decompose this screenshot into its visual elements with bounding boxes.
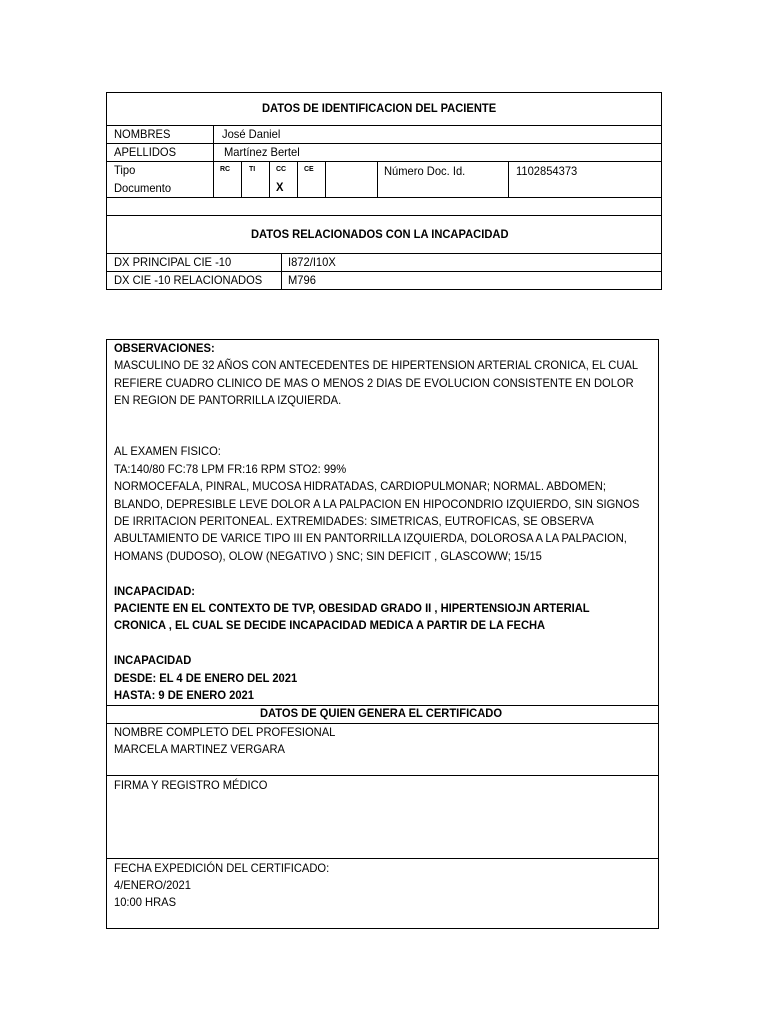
incapacity-line: CRONICA , EL CUAL SE DECIDE INCAPACIDAD MEDICA A PARTIR DE LA FECHA bbox=[114, 618, 546, 632]
incapacity-section-title: DATOS RELACIONADOS CON LA INCAPACIDAD bbox=[251, 227, 509, 241]
observation-line: EN REGION DE PANTORRILLA IZQUIERDA. bbox=[114, 393, 342, 407]
dx-principal-value: I872/I10X bbox=[288, 255, 336, 269]
exam-heading: AL EXAMEN FISICO: bbox=[114, 444, 221, 458]
doc-type-rc: RC bbox=[220, 166, 231, 173]
divider bbox=[281, 253, 282, 289]
divider bbox=[241, 161, 242, 197]
divider bbox=[106, 215, 661, 216]
period-from: DESDE: EL 4 DE ENERO DEL 2021 bbox=[114, 671, 298, 685]
divider bbox=[508, 161, 509, 197]
dx-related-label: DX CIE -10 RELACIONADOS bbox=[114, 273, 263, 287]
professional-name-value: MARCELA MARTINEZ VERGARA bbox=[114, 742, 285, 756]
nombres-label: NOMBRES bbox=[114, 127, 171, 141]
period-heading: INCAPACIDAD bbox=[114, 653, 192, 667]
tipo-label: Tipo bbox=[114, 163, 136, 177]
dx-related-value: M796 bbox=[288, 273, 316, 287]
divider bbox=[106, 125, 661, 126]
apellidos-label: APELLIDOS bbox=[114, 145, 177, 159]
period-to: HASTA: 9 DE ENERO 2021 bbox=[114, 688, 254, 702]
exam-line: HOMANS (DUDOSO), OLOW (NEGATIVO ) SNC; SIN DEFICIT , GLASCOWW; 15/15 bbox=[114, 549, 542, 563]
observations-heading: OBSERVACIONES: bbox=[114, 341, 215, 355]
apellidos-value: Martínez Bertel bbox=[224, 145, 300, 159]
divider bbox=[106, 197, 661, 198]
divider bbox=[377, 161, 378, 197]
patient-section-title: DATOS DE IDENTIFICACION DEL PACIENTE bbox=[262, 101, 497, 115]
exam-line: TA:140/80 FC:78 LPM FR:16 RPM STO2: 99% bbox=[114, 462, 347, 476]
observations-table bbox=[106, 339, 659, 929]
signature-label: FIRMA Y REGISTRO MÉDICO bbox=[114, 778, 268, 792]
observation-line: MASCULINO DE 32 AÑOS CON ANTECEDENTES DE HIPERTENSION ARTERIAL CRONICA, EL CUAL bbox=[114, 358, 639, 372]
divider bbox=[106, 143, 661, 144]
incapacity-line: PACIENTE EN EL CONTEXTO DE TVP, OBESIDAD GRADO II , HIPERTENSIOJN ARTERIAL bbox=[114, 601, 590, 615]
professional-name-label: NOMBRE COMPLETO DEL PROFESIONAL bbox=[114, 725, 336, 739]
doc-type-cc: CC bbox=[276, 166, 287, 173]
divider bbox=[269, 161, 270, 197]
divider bbox=[297, 161, 298, 197]
issue-date-value: 4/ENERO/2021 bbox=[114, 878, 191, 892]
issue-date-label: FECHA EXPEDICIÓN DEL CERTIFICADO: bbox=[114, 861, 330, 875]
divider bbox=[325, 161, 326, 197]
exam-line: NORMOCEFALA, PINRAL, MUCOSA HIDRATADAS, CARDIOPULMONAR; NORMAL. ABDOMEN; bbox=[114, 479, 606, 493]
divider bbox=[106, 858, 658, 859]
exam-line: BLANDO, DEPRESIBLE LEVE DOLOR A LA PALPACION EN HIPOCONDRIO IZQUIERDO, SIN SIGNOS bbox=[114, 497, 640, 511]
exam-line: ABULTAMIENTO DE VARICE TIPO III EN PANTORRILLA IZQUIERDA, DOLOROSA A LA PALPACION, bbox=[114, 531, 627, 545]
dx-principal-label: DX PRINCIPAL CIE -10 bbox=[114, 255, 232, 269]
selected-doc-mark: X bbox=[276, 180, 284, 194]
observation-line: REFIERE CUADRO CLINICO DE MAS O MENOS 2 DIAS DE EVOLUCION CONSISTENTE EN DOLOR bbox=[114, 376, 634, 390]
divider bbox=[213, 125, 214, 197]
divider bbox=[106, 161, 661, 162]
doc-type-ti: TI bbox=[249, 166, 256, 173]
documento-label: Documento bbox=[114, 181, 172, 195]
numero-doc-value: 1102854373 bbox=[516, 164, 578, 178]
exam-line: DE IRRITACION PERITONEAL. EXTREMIDADES: SIMETRICAS, EUTROFICAS, SE OBSERVA bbox=[114, 514, 594, 528]
nombres-value: José Daniel bbox=[222, 127, 281, 141]
numero-doc-label: Número Doc. Id. bbox=[384, 164, 466, 178]
incapacity-heading: INCAPACIDAD: bbox=[114, 584, 196, 598]
divider bbox=[106, 775, 658, 776]
doc-type-ce: CE bbox=[304, 166, 314, 173]
certifier-section-title: DATOS DE QUIEN GENERA EL CERTIFICADO bbox=[260, 706, 503, 720]
issue-time-value: 10:00 HRAS bbox=[114, 895, 177, 909]
